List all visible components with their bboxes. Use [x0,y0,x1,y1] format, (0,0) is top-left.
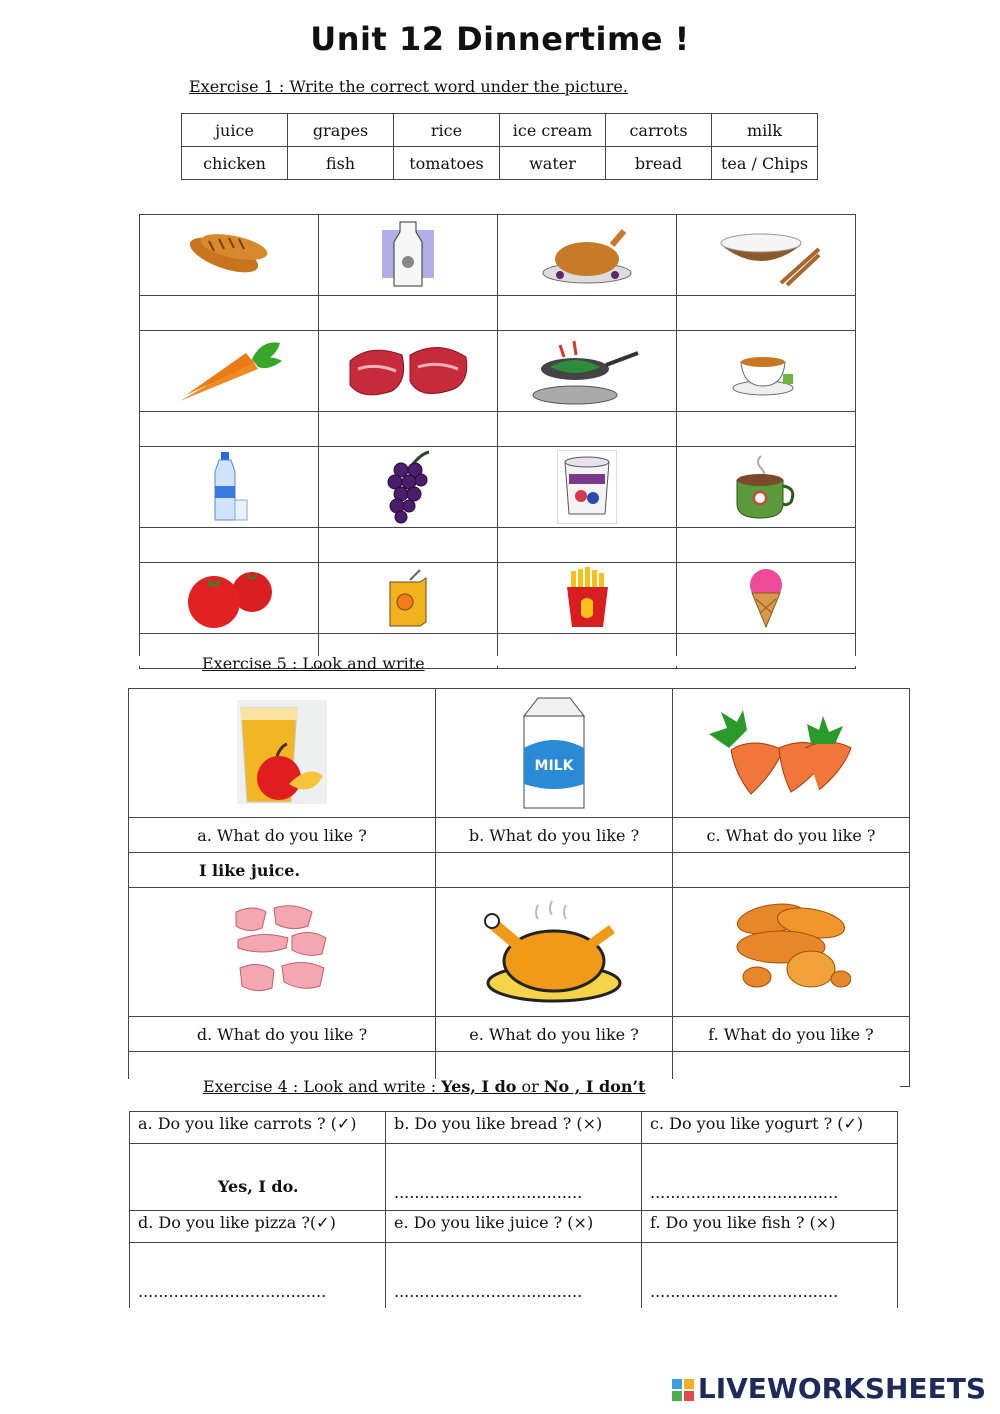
page-title: Unit 12 Dinnertime ! [310,20,690,58]
milk-carton-icon [514,696,594,811]
logo-mark-icon [672,1379,694,1401]
rice-bowl-icon [711,223,821,288]
answer-line: ..................................... [394,1282,583,1301]
answer-line: ..................................... [650,1183,839,1202]
answer-c[interactable] [642,1144,898,1211]
word-bank-cell: tomatoes [394,147,500,180]
answer-a: I like juice. [129,853,436,888]
answer-e[interactable] [386,1243,642,1310]
answer-line: ..................................... [138,1282,327,1301]
picture-cell [140,563,319,634]
answer-f[interactable] [642,1243,898,1310]
chips-icon [565,567,610,629]
picture-cell [140,331,319,412]
word-bank-cell: fish [288,147,394,180]
question-e: e. Do you like juice ? (×) [386,1211,642,1243]
exercise-4-table [129,1111,898,1310]
question-f: f. Do you like fish ? (×) [642,1211,898,1243]
exercise-4-title-prefix: Exercise 4 : Look and write : [203,1077,442,1096]
water-bottle-icon [209,450,249,524]
exercise-4-title-yes: Yes, I do [441,1077,517,1096]
question-e: e. What do you like ? [436,1017,673,1052]
hot-chocolate-icon [731,450,801,524]
answer-cell[interactable] [677,528,856,563]
question-b: b. What do you like ? [436,818,673,853]
answer-cell[interactable] [140,528,319,563]
milk-bottle-icon [378,220,438,290]
question-d: d. Do you like pizza ?(✓) [130,1211,386,1243]
answer-cell[interactable] [140,412,319,447]
answer-cell[interactable] [140,296,319,331]
logo-text: LIVEWORKSHEETS [697,1372,986,1405]
picture-cell [498,563,677,634]
question-f: f. What do you like ? [673,1017,910,1052]
answer-cell[interactable] [677,412,856,447]
word-bank-cell: water [500,147,606,180]
ice-cream-icon [746,567,786,629]
answer-d[interactable] [130,1243,386,1310]
question-c: c. What do you like ? [673,818,910,853]
word-bank-cell: chicken [182,147,288,180]
exercise-1-title: Exercise 1 : Write the correct word under the picture. [189,77,628,96]
exercise-4-title-no: No , I don’t [543,1077,646,1096]
word-bank-cell: ice cream [500,114,606,147]
word-bank-cell: carrots [606,114,712,147]
roast-chicken-icon [540,223,635,288]
picture-cell [677,215,856,296]
roast-chicken-icon [482,897,627,1007]
question-b: b. Do you like bread ? (×) [386,1112,642,1144]
exercise-4-title-or: or [516,1077,544,1096]
answer-cell[interactable] [319,296,498,331]
tomatoes-icon [182,568,277,628]
meat-icon [232,902,332,1002]
answer-cell[interactable] [319,528,498,563]
fish-pan-icon [530,335,645,407]
question-a: a. What do you like ? [129,818,436,853]
answer-line: ..................................... [650,1282,839,1301]
word-bank [181,113,818,180]
yogurt-icon [557,450,617,524]
answer-b[interactable] [386,1144,642,1211]
picture-cell [319,563,498,634]
exercise-5-table [128,688,910,1087]
answer-cell[interactable] [677,296,856,331]
picture-cell [436,689,673,818]
picture-cell [319,215,498,296]
liveworksheets-logo [672,1372,986,1405]
word-bank-cell: bread [606,147,712,180]
picture-cell [436,888,673,1017]
picture-cell [677,447,856,528]
bread-icon [184,225,274,285]
word-bank-cell: milk [712,114,818,147]
picture-cell [677,331,856,412]
picture-cell [498,447,677,528]
picture-cell [498,331,677,412]
answer-c[interactable] [673,853,910,888]
answer-cell[interactable] [498,528,677,563]
picture-cell [140,447,319,528]
question-d: d. What do you like ? [129,1017,436,1052]
meat-icon [346,341,471,401]
answer-a-text: Yes, I do. [218,1177,299,1196]
word-bank-cell: tea / Chips [712,147,818,180]
picture-cell [140,215,319,296]
answer-b[interactable] [436,853,673,888]
juice-box-icon [386,568,431,628]
picture-cell [673,888,910,1017]
picture-cell [319,447,498,528]
svg-text:MILK: MILK [534,757,574,774]
carrots-icon [701,708,881,798]
word-bank-cell: rice [394,114,500,147]
grapes-icon [383,450,433,524]
carrots-icon [172,335,287,407]
exercise-4-title [203,1077,645,1096]
question-a: a. Do you like carrots ? (✓) [130,1112,386,1144]
answer-line: ..................................... [394,1183,583,1202]
bread-icon [731,897,851,1007]
tea-cup-icon [731,344,801,399]
answer-cell[interactable] [319,412,498,447]
word-bank-cell: juice [182,114,288,147]
picture-cell [129,689,436,818]
exercise-5-title: Exercise 5 : Look and write [202,654,425,673]
picture-cell [498,215,677,296]
answer-cell[interactable] [498,296,677,331]
picture-cell [673,689,910,818]
picture-cell [319,331,498,412]
picture-cell [129,888,436,1017]
word-bank-cell: grapes [288,114,394,147]
answer-a [130,1144,386,1211]
picture-table [139,214,856,669]
picture-cell [677,563,856,634]
answer-cell[interactable] [498,412,677,447]
question-c: c. Do you like yogurt ? (✓) [642,1112,898,1144]
juice-apple-icon [227,698,337,808]
